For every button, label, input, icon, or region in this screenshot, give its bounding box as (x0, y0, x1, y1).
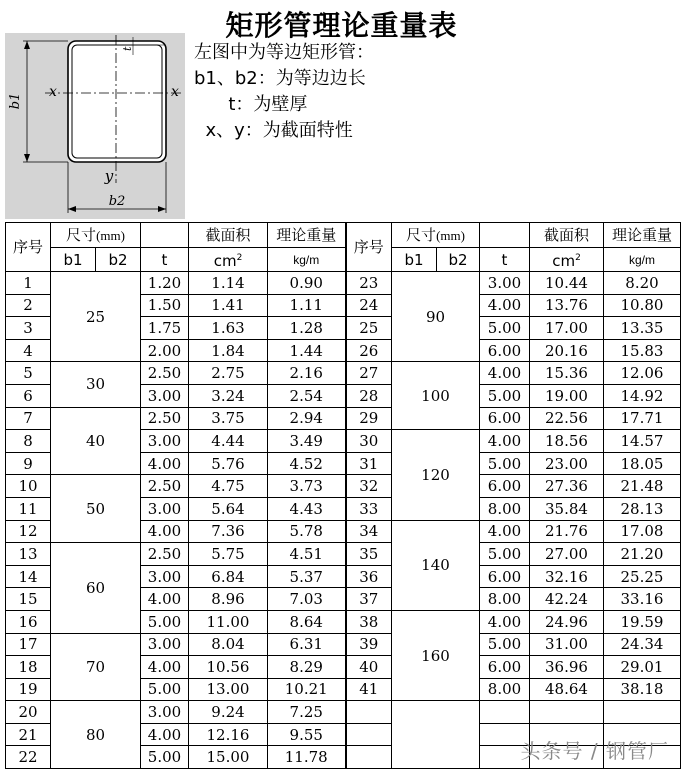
cell-no: 14 (6, 565, 51, 588)
cell-no: 2 (6, 294, 51, 317)
cell-weight: 17.08 (604, 520, 681, 543)
cell-t: 1.20 (141, 272, 189, 295)
cell-area: 5.75 (189, 543, 268, 566)
cell-area: 31.00 (530, 633, 604, 656)
cell-no: 27 (346, 362, 392, 385)
cell-size: 120 (392, 430, 480, 520)
cell-no: 20 (6, 701, 51, 724)
header-b1-right: b1 (392, 248, 437, 272)
cell-no: 19 (6, 678, 51, 701)
cell-size: 50 (51, 475, 141, 543)
cell-area: 2.75 (189, 362, 268, 385)
cell-no: 29 (346, 407, 392, 430)
cell-area: 1.41 (189, 294, 268, 317)
header-area: 截面积 (189, 223, 268, 248)
cell-area: 3.75 (189, 407, 268, 430)
cell-area: 8.96 (189, 588, 268, 611)
header-t-right: t (480, 248, 530, 272)
cell-weight: 5.37 (268, 565, 346, 588)
cell-t: 2.50 (141, 475, 189, 498)
cell-size (392, 701, 480, 769)
cell-area: 24.96 (530, 610, 604, 633)
cell-weight: 28.13 (604, 497, 681, 520)
cell-t: 4.00 (141, 723, 189, 746)
cell-weight: 8.64 (268, 610, 346, 633)
cell-no: 3 (6, 317, 51, 340)
cell-no (346, 746, 392, 769)
cell-weight: 3.49 (268, 430, 346, 453)
cell-weight: 9.55 (268, 723, 346, 746)
cell-weight: 2.94 (268, 407, 346, 430)
cell-t: 4.00 (141, 588, 189, 611)
cell-no: 13 (6, 543, 51, 566)
cell-no (346, 723, 392, 746)
cell-size: 40 (51, 407, 141, 475)
header-weight-right: 理论重量 (604, 223, 681, 248)
cell-area: 27.00 (530, 543, 604, 566)
cell-area: 4.75 (189, 475, 268, 498)
cell-no: 8 (6, 430, 51, 453)
cell-area: 6.84 (189, 565, 268, 588)
cell-no: 38 (346, 610, 392, 633)
cell-weight: 19.59 (604, 610, 681, 633)
cell-no: 18 (6, 656, 51, 679)
diagram-label-b1: b1 (8, 92, 23, 110)
table-row (6, 272, 681, 295)
cell-no: 15 (6, 588, 51, 611)
cell-no: 32 (346, 475, 392, 498)
cell-size: 60 (51, 543, 141, 633)
cell-weight: 3.73 (268, 475, 346, 498)
cell-no: 37 (346, 588, 392, 611)
cell-t: 6.00 (480, 407, 530, 430)
header-area-unit-right: $cm^2$ (530, 248, 604, 272)
cell-area: 36.96 (530, 656, 604, 679)
cell-no: 7 (6, 407, 51, 430)
header-b2: b2 (96, 248, 141, 272)
cell-area: 35.84 (530, 497, 604, 520)
cell-t: 1.50 (141, 294, 189, 317)
description-line: x、y：为截面特性 (194, 120, 353, 141)
cell-weight: 17.71 (604, 407, 681, 430)
cell-weight: 1.28 (268, 317, 346, 340)
cell-t (480, 701, 530, 724)
cell-weight: 6.31 (268, 633, 346, 656)
cell-size: 140 (392, 520, 480, 610)
cell-weight: 4.51 (268, 543, 346, 566)
cell-no: 10 (6, 475, 51, 498)
cell-t: 5.00 (141, 610, 189, 633)
cell-weight: 2.54 (268, 384, 346, 407)
description-line: 左图中为等边矩形管： (194, 42, 374, 63)
cell-t: 1.75 (141, 317, 189, 340)
cell-no: 33 (346, 497, 392, 520)
header-weight-unit-right: kg/m (604, 248, 681, 272)
cell-weight: 21.48 (604, 475, 681, 498)
cell-area: 13.76 (530, 294, 604, 317)
cell-no: 39 (346, 633, 392, 656)
cell-area: 10.44 (530, 272, 604, 295)
cell-size: 80 (51, 701, 141, 769)
header-no: 序号 (6, 223, 51, 272)
cell-no: 1 (6, 272, 51, 295)
diagram-label-y: y (104, 167, 114, 185)
cell-t: 3.00 (480, 272, 530, 295)
cell-area: 12.16 (189, 723, 268, 746)
cell-no: 30 (346, 430, 392, 453)
cell-area: 20.16 (530, 339, 604, 362)
table-row (6, 633, 681, 656)
weight-table (5, 222, 681, 769)
cell-size: 25 (51, 272, 141, 362)
diagram-label-x-left: x (49, 84, 57, 100)
cell-t: 5.00 (480, 633, 530, 656)
cell-no: 5 (6, 362, 51, 385)
cell-area: 21.76 (530, 520, 604, 543)
cell-t: 3.00 (141, 565, 189, 588)
cell-weight: 0.90 (268, 272, 346, 295)
cell-weight: 4.52 (268, 452, 346, 475)
cell-t: 2.50 (141, 543, 189, 566)
cell-weight: 2.16 (268, 362, 346, 385)
cell-area: 1.84 (189, 339, 268, 362)
cell-area: 3.24 (189, 384, 268, 407)
watermark: 头条号 / 钢管厂 (520, 739, 669, 763)
cell-weight: 24.34 (604, 633, 681, 656)
cell-t: 5.00 (480, 543, 530, 566)
cell-weight: 18.05 (604, 452, 681, 475)
table-row (6, 362, 681, 385)
cell-weight: 25.25 (604, 565, 681, 588)
cell-t: 4.00 (480, 362, 530, 385)
header-area-unit: $cm^2$ (189, 248, 268, 272)
cell-t: 5.00 (480, 452, 530, 475)
cell-t: 4.00 (141, 656, 189, 679)
table-row (6, 543, 681, 566)
cell-no: 4 (6, 339, 51, 362)
cell-no: 24 (346, 294, 392, 317)
description-line: t：为壁厚 (194, 94, 308, 115)
cell-t: 8.00 (480, 678, 530, 701)
cell-area: 27.36 (530, 475, 604, 498)
cell-area: 9.24 (189, 701, 268, 724)
cell-area: 22.56 (530, 407, 604, 430)
cell-area: 17.00 (530, 317, 604, 340)
cell-weight: 33.16 (604, 588, 681, 611)
header-t-blank-right (480, 223, 530, 248)
cell-area: 11.00 (189, 610, 268, 633)
cell-t: 2.00 (141, 339, 189, 362)
cell-area: 4.44 (189, 430, 268, 453)
cell-t: 5.00 (141, 746, 189, 769)
header-size-right: 尺寸(mm) (392, 223, 480, 248)
cell-weight: 7.03 (268, 588, 346, 611)
cell-t: 3.00 (141, 633, 189, 656)
cell-no: 28 (346, 384, 392, 407)
header-weight: 理论重量 (268, 223, 346, 248)
table-row (6, 407, 681, 430)
cell-t: 6.00 (480, 339, 530, 362)
cell-size: 160 (392, 610, 480, 700)
page-title: 矩形管理论重量表 (225, 9, 458, 42)
cell-area: 7.36 (189, 520, 268, 543)
cell-t: 3.00 (141, 497, 189, 520)
cell-weight: 12.06 (604, 362, 681, 385)
cell-t: 5.00 (480, 384, 530, 407)
cell-no: 16 (6, 610, 51, 633)
cell-t: 4.00 (141, 452, 189, 475)
cell-weight: 4.43 (268, 497, 346, 520)
cell-weight: 38.18 (604, 678, 681, 701)
cell-t: 4.00 (141, 520, 189, 543)
cell-weight: 5.78 (268, 520, 346, 543)
cell-area: 1.63 (189, 317, 268, 340)
cell-weight (604, 701, 681, 724)
diagram-label-x-right: x (171, 84, 179, 100)
diagram-label-b2: b2 (108, 194, 126, 209)
cell-t: 6.00 (480, 656, 530, 679)
cell-area: 1.14 (189, 272, 268, 295)
cell-no: 23 (346, 272, 392, 295)
cell-weight: 21.20 (604, 543, 681, 566)
cell-no: 34 (346, 520, 392, 543)
header-t-blank (141, 223, 189, 248)
cell-t: 6.00 (480, 565, 530, 588)
description-line: b1、b2：为等边边长 (194, 68, 366, 89)
cell-weight: 1.11 (268, 294, 346, 317)
cell-weight: 29.01 (604, 656, 681, 679)
cell-t: 2.50 (141, 407, 189, 430)
cell-area: 15.36 (530, 362, 604, 385)
header-b1: b1 (51, 248, 96, 272)
cell-t: 3.00 (141, 384, 189, 407)
cell-area: 13.00 (189, 678, 268, 701)
cell-weight: 1.44 (268, 339, 346, 362)
header-b2-right: b2 (437, 248, 480, 272)
cell-weight: 13.35 (604, 317, 681, 340)
description (194, 40, 374, 144)
cell-t: 4.00 (480, 610, 530, 633)
cell-area: 18.56 (530, 430, 604, 453)
header-no-right: 序号 (346, 223, 392, 272)
cell-t: 3.00 (141, 701, 189, 724)
cell-t: 4.00 (480, 430, 530, 453)
cell-no: 12 (6, 520, 51, 543)
cell-t: 6.00 (480, 475, 530, 498)
cell-size: 70 (51, 633, 141, 701)
cell-no (346, 701, 392, 724)
cell-no: 17 (6, 633, 51, 656)
cell-weight: 8.20 (604, 272, 681, 295)
cell-no: 6 (6, 384, 51, 407)
cell-no: 25 (346, 317, 392, 340)
cell-area: 15.00 (189, 746, 268, 769)
cell-t: 5.00 (141, 678, 189, 701)
cell-no: 41 (346, 678, 392, 701)
cell-no: 40 (346, 656, 392, 679)
cell-t: 4.00 (480, 294, 530, 317)
cell-area: 8.04 (189, 633, 268, 656)
cell-area: 5.76 (189, 452, 268, 475)
cell-weight: 11.78 (268, 746, 346, 769)
cell-area: 32.16 (530, 565, 604, 588)
cell-area: 5.64 (189, 497, 268, 520)
cell-weight: 10.21 (268, 678, 346, 701)
cell-no: 31 (346, 452, 392, 475)
diagram-label-t: t (121, 46, 134, 51)
cell-weight: 7.25 (268, 701, 346, 724)
cell-t: 8.00 (480, 588, 530, 611)
cell-area: 19.00 (530, 384, 604, 407)
table-row (6, 701, 681, 724)
cell-weight: 14.57 (604, 430, 681, 453)
cell-t: 4.00 (480, 520, 530, 543)
cell-size: 30 (51, 362, 141, 407)
header-t: t (141, 248, 189, 272)
cell-no: 26 (346, 339, 392, 362)
rect-tube-diagram (5, 33, 185, 219)
cell-size: 100 (392, 362, 480, 430)
table-row (6, 475, 681, 498)
cell-no: 35 (346, 543, 392, 566)
cell-weight: 10.80 (604, 294, 681, 317)
cell-area: 23.00 (530, 452, 604, 475)
cell-no: 22 (6, 746, 51, 769)
cell-area: 10.56 (189, 656, 268, 679)
cell-weight: 14.92 (604, 384, 681, 407)
cell-t: 8.00 (480, 497, 530, 520)
cell-area (530, 701, 604, 724)
cell-t: 2.50 (141, 362, 189, 385)
cell-t: 5.00 (480, 317, 530, 340)
cell-no: 36 (346, 565, 392, 588)
cell-weight: 15.83 (604, 339, 681, 362)
cell-no: 11 (6, 497, 51, 520)
header-weight-unit: kg/m (268, 248, 346, 272)
cell-size: 90 (392, 272, 480, 362)
cell-no: 9 (6, 452, 51, 475)
header-size: 尺寸(mm) (51, 223, 141, 248)
weight-table-wrapper (5, 222, 680, 768)
cell-no: 21 (6, 723, 51, 746)
header-area-right: 截面积 (530, 223, 604, 248)
cell-weight: 8.29 (268, 656, 346, 679)
cell-t: 3.00 (141, 430, 189, 453)
cell-area: 42.24 (530, 588, 604, 611)
cell-area: 48.64 (530, 678, 604, 701)
